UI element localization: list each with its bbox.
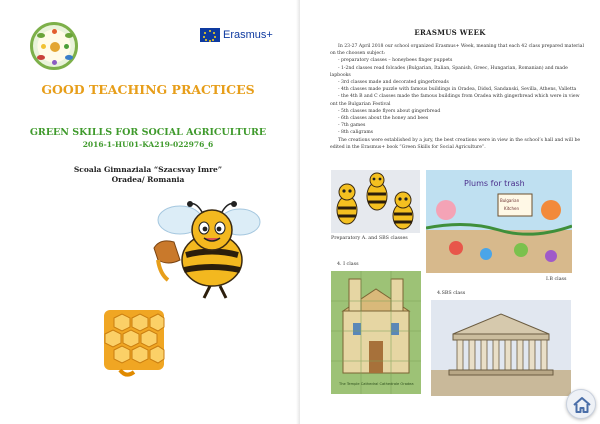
honeycomb-illustration <box>100 300 170 380</box>
erasmus-logo-text: Erasmus+ <box>223 29 273 41</box>
erasmus-week-title: ERASMUS WEEK <box>414 28 486 37</box>
project-wreath-logo <box>30 22 78 70</box>
good-teaching-practices-title: GOOD TEACHING PRACTICES <box>41 82 255 97</box>
puzzle-caption: 4. I class <box>337 262 359 267</box>
school-name: Scoala Gimnaziala “Szacsvay Imre” <box>73 165 223 174</box>
drawing-caption: I.B class <box>546 277 567 282</box>
intro-paragraph: In 23-27 April 2018 our school organized Erasmus+ Week, meaning that each 42 class prepared material on the choosen subject: <box>330 44 584 57</box>
list-item: - 5th classes made flyers about gingerbread <box>338 108 441 114</box>
plums-for-trash-drawing-photo <box>426 170 572 273</box>
list-item: - 7th games <box>338 123 366 129</box>
closing-paragraph: The creations were established by a jury, the best creations were in view in the school’s hall and will be edited in the Erasmus+ book “Green Skills for Social Agriculture”. <box>330 137 581 150</box>
puppets-caption: Preparatory A. and SBS classes <box>331 236 408 241</box>
puzzle-label: The Temple Cathedral Cathedrale Oradea <box>339 382 414 386</box>
list-item: - 6th classes about the honey and bees <box>338 116 429 122</box>
erasmus-week-text <box>330 43 585 151</box>
project-code: 2016-1-HU01-KA219-022976_6 <box>82 140 214 149</box>
list-item: - 1-2nd classes read folcades (Bulgarian, Italian, Spanish, Greec, Hungarian, Romanian) and made lapbooks <box>330 65 568 78</box>
parthenon-caption: 4.SBS class <box>437 291 466 296</box>
home-icon <box>567 390 597 420</box>
list-item: - 4th classes made puzzle with famous buildings in Oradea, Didsd, Sandanski, Sevilla, Athens, Valletta <box>338 87 577 93</box>
eu-flag-icon <box>200 28 220 42</box>
drawing-line1: Bulgarian <box>500 198 520 203</box>
drawing-title: Plums for trash <box>464 179 525 188</box>
parthenon-drawing-photo <box>431 300 571 396</box>
school-city: Oradea/ Romania <box>111 175 185 184</box>
list-item: - 3rd classes made and decorated gingerbreads <box>338 80 449 86</box>
drawing-line2: Kitchen <box>504 206 520 211</box>
list-item: - preparatory classes – honeybees finger puppets <box>338 58 453 64</box>
school-info <box>0 165 296 185</box>
bee-puppets-photo <box>331 170 420 233</box>
home-button[interactable] <box>566 389 596 419</box>
project-title: GREEN SKILLS FOR SOCIAL AGRICULTURE <box>29 127 267 138</box>
list-item: - the 4th B and C classes made the famous buildings from Oradea with gingerbread which were in view ont the Bulgarian Festival <box>330 94 580 107</box>
list-item: - 8th caligrams <box>338 130 374 136</box>
cathedral-puzzle-photo <box>331 271 421 394</box>
bee-with-honey-illustration <box>140 200 280 300</box>
